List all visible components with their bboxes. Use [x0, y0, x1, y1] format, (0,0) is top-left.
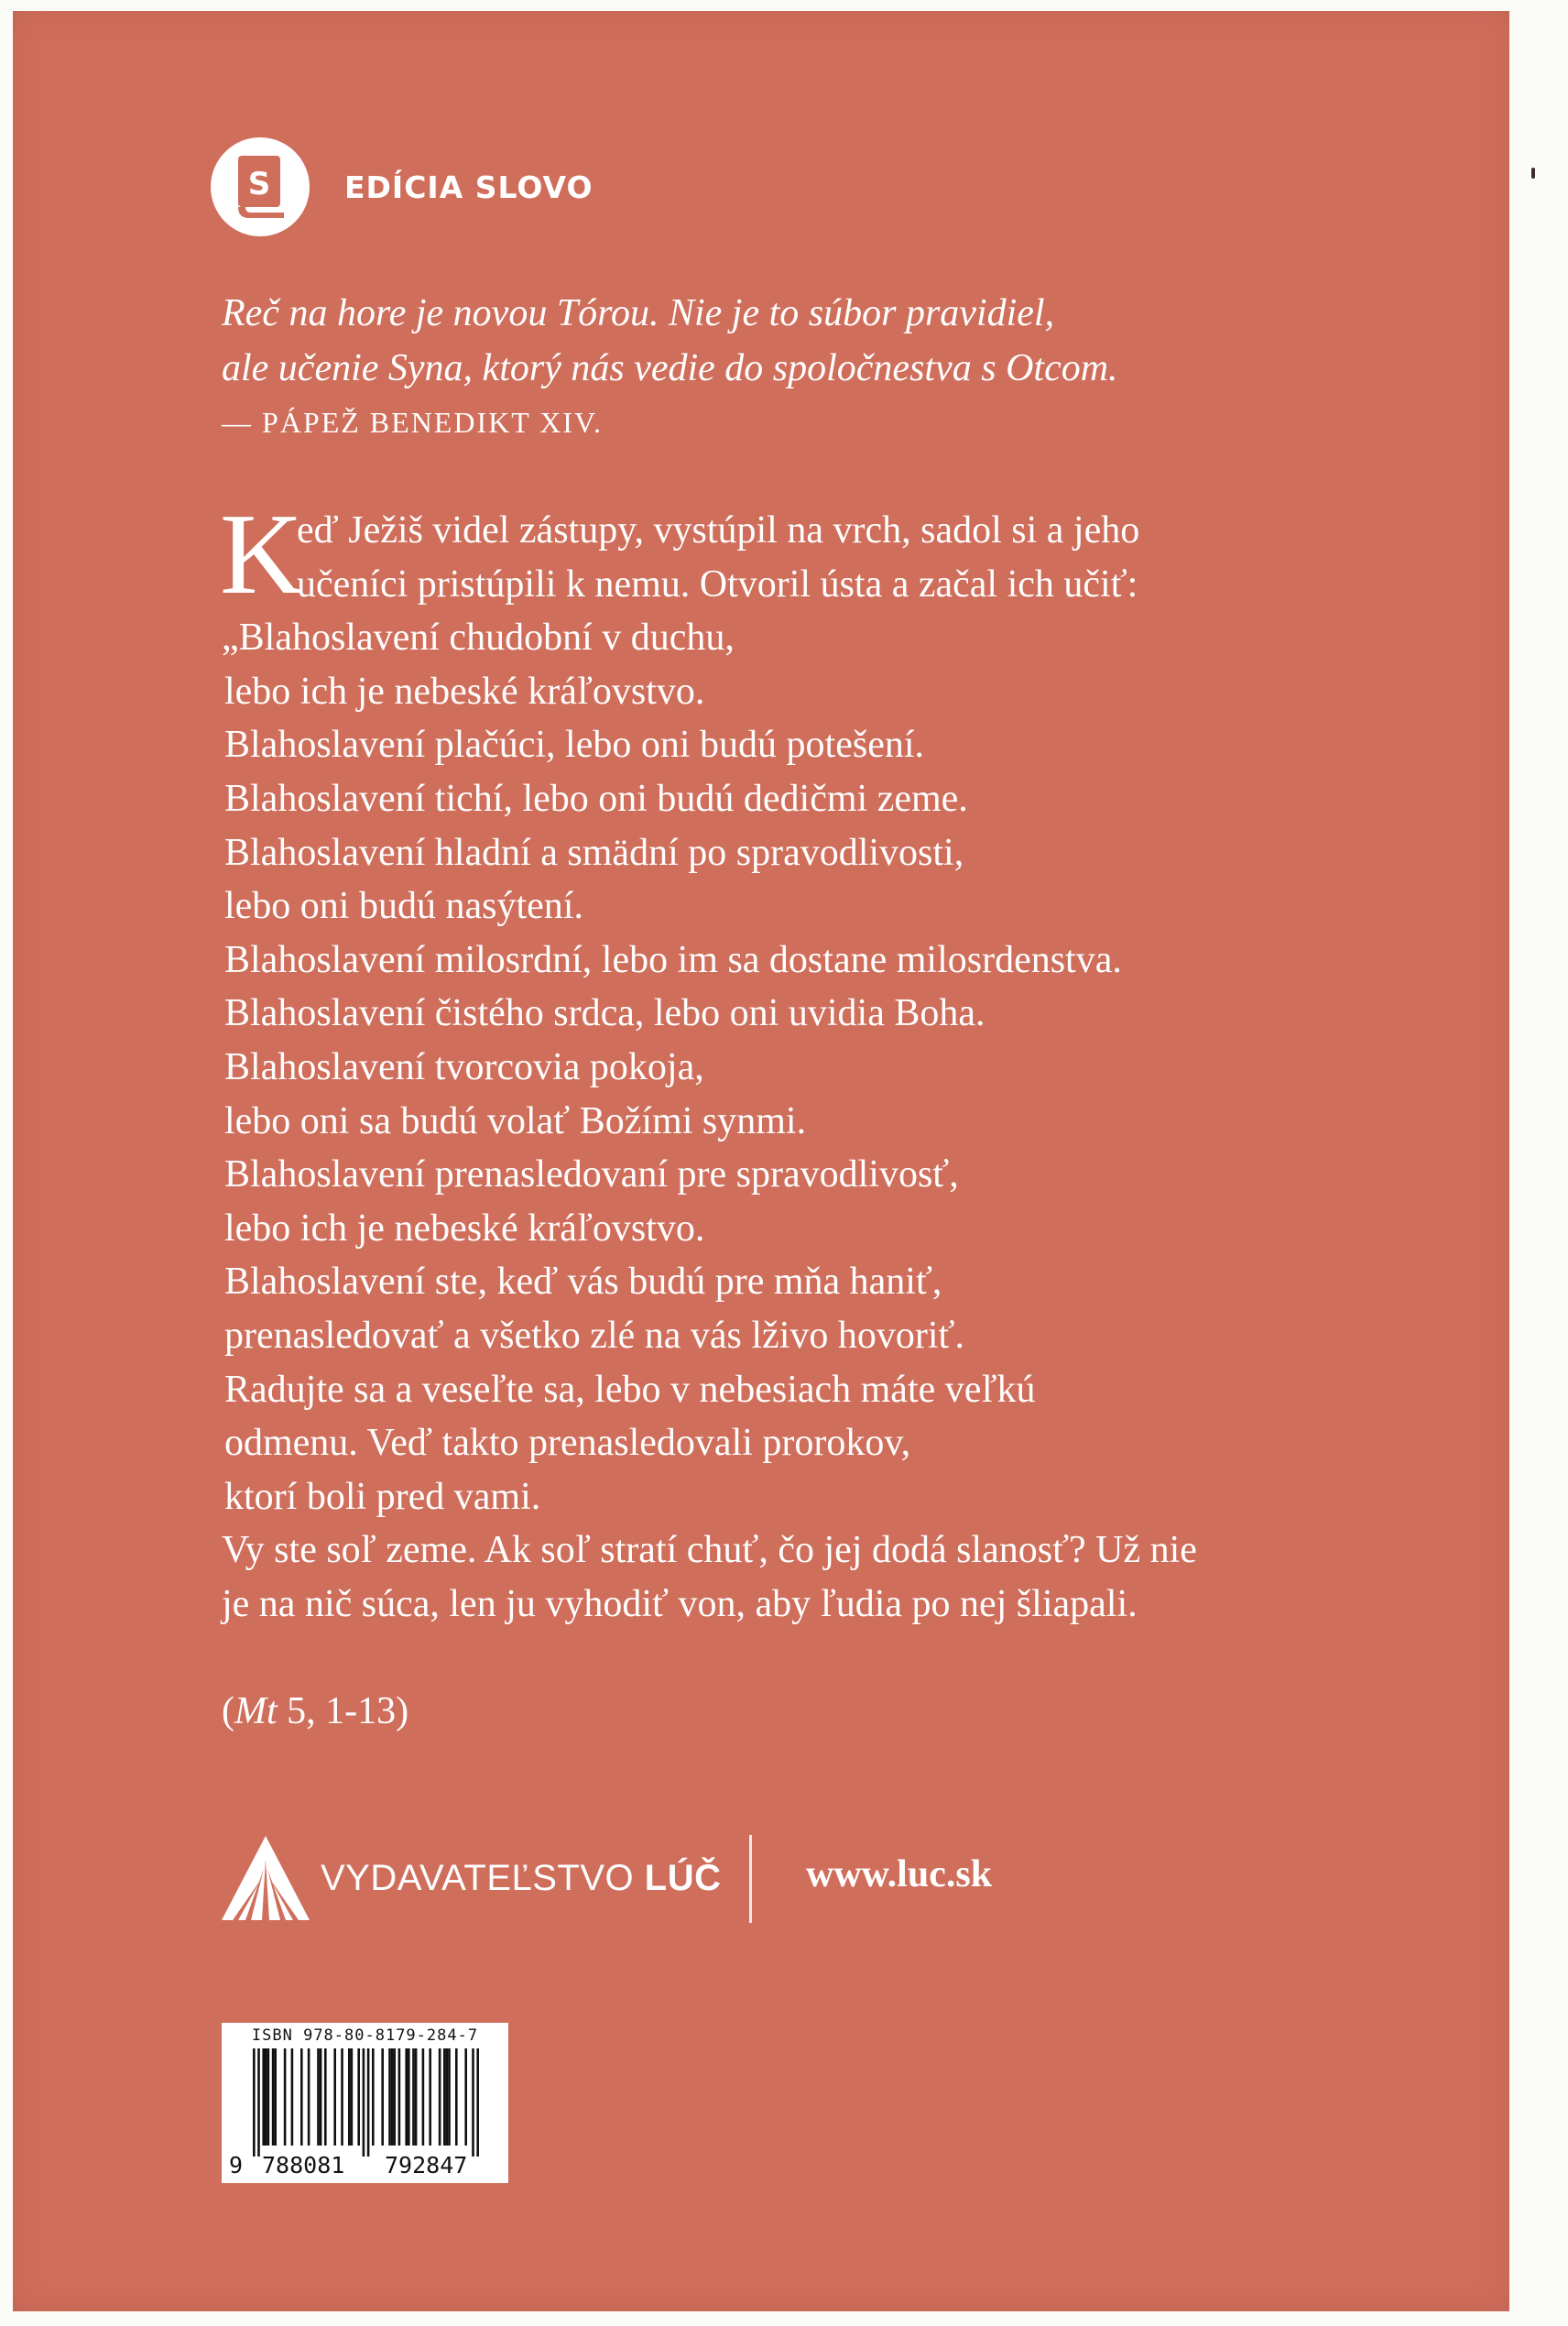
barcode-bars	[222, 2023, 508, 2183]
barcode-right-digits: 792847	[385, 2152, 468, 2179]
barcode-bar	[265, 2048, 267, 2146]
passage-line: lebo oni sa budú volať Božími synmi.	[224, 1099, 807, 1142]
barcode-bar	[422, 2048, 425, 2146]
barcode-bar	[357, 2048, 360, 2146]
passage-line: „Blahoslavení chudobní v duchu,	[222, 617, 735, 660]
publisher-brand: LÚČ	[644, 1857, 722, 1898]
barcode-bar	[464, 2048, 467, 2146]
citation-book: Mt	[234, 1690, 278, 1732]
bible-citation	[222, 1689, 408, 1733]
barcode-bar	[408, 2048, 410, 2146]
quote-line: Reč na hore je novou Tórou. Nie je to súbor pravidiel,	[222, 292, 1055, 334]
barcode-bar	[472, 2048, 474, 2157]
citation-ref: 5, 1-13)	[277, 1690, 409, 1732]
barcode-bar	[476, 2048, 479, 2157]
passage-line: Blahoslavení prenasledovaní pre spravodlivosť,	[224, 1153, 959, 1196]
barcode-bar	[262, 2048, 265, 2146]
barcode-bar	[257, 2048, 260, 2157]
passage-line: Blahoslavení ste, keď vás budú pre mňa haniť,	[224, 1261, 942, 1304]
scripture-passage	[220, 491, 1367, 1631]
passage-line: Blahoslavení milosrdní, lebo im sa dostane milosrdenstva.	[224, 938, 1122, 981]
passage-line: ktorí boli pred vami.	[224, 1475, 541, 1518]
drop-cap: K	[220, 491, 303, 618]
publisher-ray-icon	[220, 1832, 311, 1924]
passage-line: Vy ste soľ zeme. Ak soľ stratí chuť, čo jej dodá slanosť? Už nie	[222, 1529, 1197, 1572]
barcode-bar	[284, 2048, 287, 2146]
citation-open: (	[222, 1690, 234, 1732]
barcode-bar	[443, 2048, 446, 2146]
barcode-bar	[415, 2048, 418, 2146]
barcode-bar	[446, 2048, 449, 2146]
passage-line: učeníci pristúpili k nemu. Otvoril ústa a začal ich učiť:	[297, 562, 1138, 606]
pull-quote	[222, 286, 1412, 445]
barcode-bar	[381, 2048, 384, 2146]
barcode-bar	[341, 2048, 343, 2146]
passage-line: Blahoslavení čistého srdca, lebo oni uvidia Boha.	[224, 992, 985, 1035]
scan-edge-mark	[1531, 168, 1535, 179]
barcode-bar	[391, 2048, 394, 2146]
barcode-bar	[291, 2048, 294, 2146]
barcode-bar	[363, 2048, 365, 2157]
publisher-divider	[749, 1835, 752, 1923]
barcode-bar	[412, 2048, 415, 2146]
barcode-bar	[372, 2048, 375, 2146]
barcode-bar	[320, 2048, 322, 2146]
passage-line: lebo oni budú nasýtení.	[224, 885, 583, 928]
barcode-bar	[367, 2048, 370, 2157]
passage-opening	[220, 491, 1367, 618]
barcode-bar	[393, 2048, 396, 2146]
quote-author: — PÁPEŽ BENEDIKT XIV.	[222, 406, 603, 439]
edition-name: EDÍCIA SLOVO	[344, 169, 593, 205]
passage-line: lebo ich je nebeské kráľovstvo.	[224, 1207, 705, 1250]
barcode-bar	[267, 2048, 270, 2146]
barcode-bar	[429, 2048, 431, 2146]
passage-line: eď Ježiš videl zástupy, vystúpil na vrch, sadol si a jeho	[297, 509, 1140, 551]
passage-line: Blahoslavení tvorcovia pokoja,	[224, 1045, 704, 1088]
barcode-bar	[351, 2048, 354, 2146]
edition-header	[211, 134, 593, 240]
passage-line: lebo ich je nebeské kráľovstvo.	[224, 670, 705, 713]
quote-line: ale učenie Syna, ktorý nás vedie do spoločnestva s Otcom.	[222, 347, 1118, 389]
passage-line: Blahoslavení hladní a smädní po spravodlivosti,	[224, 831, 964, 874]
barcode-bar	[308, 2048, 310, 2146]
barcode-lead-digit: 9	[229, 2152, 244, 2179]
barcode-left-digits: 788081	[262, 2152, 345, 2179]
isbn-label: ISBN 978-80-8179-284-7	[251, 2026, 479, 2045]
barcode-bar	[439, 2048, 441, 2146]
passage-line: je na nič súca, len ju vyhodiť von, aby ľudia po nej šliapali.	[222, 1582, 1138, 1625]
passage-line: Blahoslavení plačúci, lebo oni budú potešení.	[224, 724, 924, 767]
barcode-bar	[398, 2048, 401, 2146]
publisher-url: www.luc.sk	[806, 1853, 993, 1895]
barcode-bar	[300, 2048, 303, 2146]
passage-line: prenasledovať a všetko zlé na vás lživo hovoriť.	[224, 1314, 964, 1357]
passage-line: Blahoslavení tichí, lebo oni budú dedičmi zeme.	[224, 777, 968, 820]
barcode-bar	[348, 2048, 351, 2146]
passage-line: odmenu. Veď takto prenasledovali prorokov,	[224, 1422, 911, 1465]
barcode-bar	[317, 2048, 320, 2146]
isbn-barcode	[222, 2023, 508, 2183]
publisher-prefix: VYDAVATEĽSTVO	[321, 1857, 645, 1898]
barcode-bar	[253, 2048, 256, 2157]
barcode-bar	[405, 2048, 408, 2146]
publisher-name	[321, 1858, 721, 1899]
barcode-bar	[333, 2048, 336, 2146]
publisher-logo	[220, 1832, 721, 1924]
barcode-bar	[324, 2048, 327, 2146]
passage-line: Radujte sa a veseľte sa, lebo v nebesiach máte veľkú	[224, 1368, 1036, 1411]
barcode-bar	[455, 2048, 458, 2146]
barcode-bar	[274, 2048, 277, 2146]
barcode-bar	[448, 2048, 451, 2146]
edition-book-icon	[211, 137, 310, 236]
barcode-bar	[272, 2048, 275, 2146]
edition-logo-letter: S	[247, 166, 271, 202]
barcode-bar	[388, 2048, 391, 2146]
